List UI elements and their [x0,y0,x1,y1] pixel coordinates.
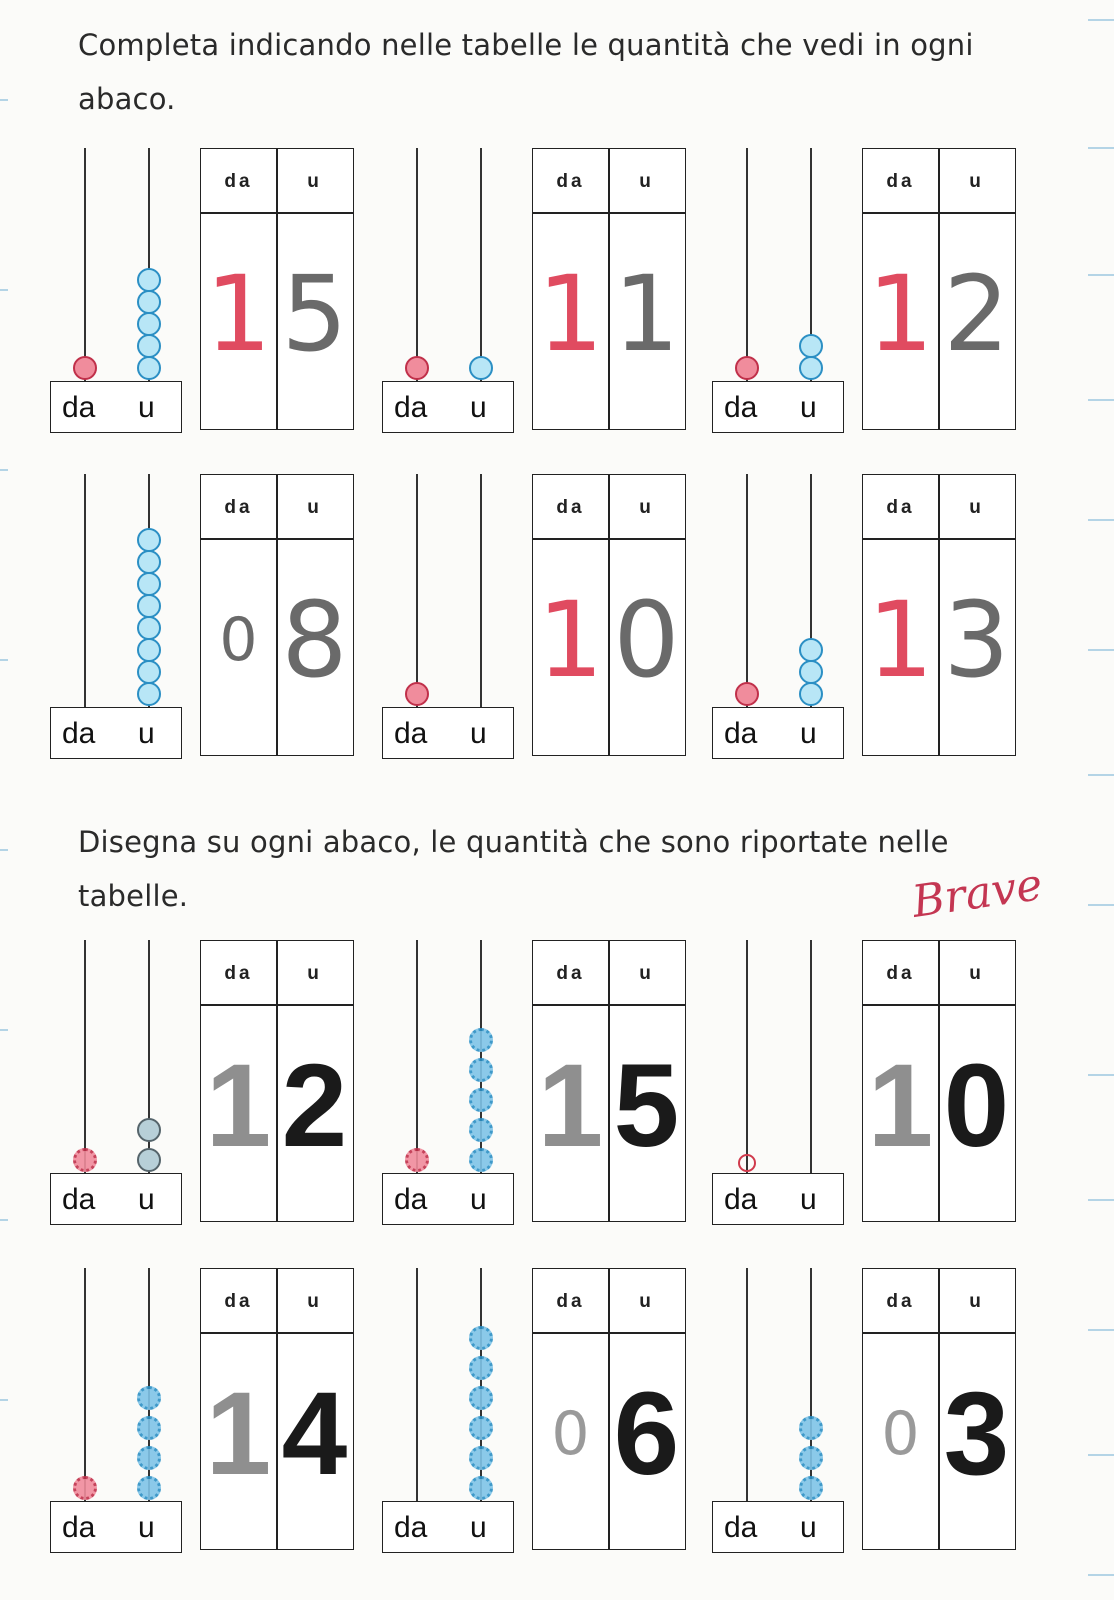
abacus-rod-tens [84,1268,86,1501]
exercise-item [50,148,392,438]
unit-bead [137,312,161,336]
abacus [712,148,846,438]
table-header-units: u [307,171,322,192]
table-header-units: u [639,1291,654,1312]
unit-bead [137,268,161,292]
tens-bead [405,682,429,706]
unit-bead [469,1356,493,1380]
tens-digit[interactable]: 1 [205,1368,272,1500]
unit-bead [137,682,161,706]
tens-digit[interactable]: 1 [205,1040,272,1172]
table-divider-horizontal [533,212,685,214]
tens-digit[interactable]: 0 [219,605,258,675]
units-digit[interactable]: 2 [943,253,1010,375]
abacus [382,1268,516,1558]
abacus [712,1268,846,1558]
abacus-rod-tens [746,940,748,1173]
place-value-table [200,474,354,756]
abacus-rod-tens [416,474,418,707]
table-header-units: u [969,171,984,192]
table-header-units: u [307,963,322,984]
table-header-tens: da [224,171,253,192]
exercise-item [50,474,392,764]
abacus-label-tens: da [62,391,96,424]
table-header-units: u [639,171,654,192]
table-header-tens: da [886,1291,915,1312]
table-divider-horizontal [201,1004,353,1006]
tens-bead [735,682,759,706]
unit-bead [469,1088,493,1112]
abacus-rod-tens [746,148,748,381]
unit-bead [469,1416,493,1440]
unit-bead [799,1446,823,1470]
unit-bead [137,1416,161,1440]
table-divider-horizontal [201,212,353,214]
place-value-table [862,148,1016,430]
place-value-table [532,940,686,1222]
abacus-label-units: u [800,717,817,750]
abacus-label-tens: da [724,391,758,424]
abacus [50,148,184,438]
exercise-item [712,940,1054,1230]
units-digit[interactable]: 8 [281,579,348,701]
place-value-table [200,1268,354,1550]
table-divider-horizontal [863,1332,1015,1334]
exercise-item [382,148,724,438]
table-header-units: u [969,1291,984,1312]
abacus-label-tens: da [394,1183,428,1216]
tens-bead [405,356,429,380]
exercise-item [382,940,724,1230]
tens-digit[interactable]: 0 [551,1399,590,1469]
abacus-rod-tens [416,148,418,381]
unit-bead [137,572,161,596]
abacus-rod-tens [84,940,86,1173]
place-value-table [862,474,1016,756]
table-header-tens: da [556,171,585,192]
table-header-units: u [307,497,322,518]
unit-bead [137,660,161,684]
abacus [50,474,184,764]
table-divider-horizontal [201,1332,353,1334]
unit-bead [799,356,823,380]
abacus-label-units: u [138,717,155,750]
exercise-item [712,474,1054,764]
tens-bead [735,356,759,380]
units-digit[interactable]: 3 [943,579,1010,701]
table-header-tens: da [556,963,585,984]
abacus-label-tens: da [62,1183,96,1216]
unit-bead [137,1118,161,1142]
table-divider-horizontal [863,538,1015,540]
units-digit[interactable]: 0 [613,579,680,701]
exercise-item [712,148,1054,438]
exercise-item [382,1268,724,1558]
abacus-rod-units [480,148,482,381]
abacus-label-tens: da [394,1511,428,1544]
unit-bead [137,528,161,552]
unit-bead [469,1446,493,1470]
abacus-label-tens: da [394,391,428,424]
tens-digit[interactable]: 1 [537,1040,604,1172]
table-header-units: u [969,963,984,984]
abacus [50,940,184,1230]
table-header-units: u [639,497,654,518]
unit-bead [799,1416,823,1440]
place-value-table [532,1268,686,1550]
exercise-item [382,474,724,764]
tens-digit[interactable]: 1 [867,253,934,375]
tens-bead [73,1476,97,1500]
unit-bead [469,1028,493,1052]
unit-bead [137,290,161,314]
abacus-rod-tens [746,1268,748,1501]
unit-bead [137,1476,161,1500]
tens-bead [738,1154,756,1172]
table-header-tens: da [886,963,915,984]
exercise-item [50,1268,392,1558]
abacus-label-tens: da [724,1511,758,1544]
unit-bead [137,1386,161,1410]
unit-bead [469,1476,493,1500]
unit-bead [137,550,161,574]
table-divider-horizontal [863,212,1015,214]
abacus-label-units: u [138,391,155,424]
abacus-label-units: u [800,1183,817,1216]
abacus [382,474,516,764]
unit-bead [137,356,161,380]
exercise-item [712,1268,1054,1558]
table-header-tens: da [224,497,253,518]
table-divider-horizontal [863,1004,1015,1006]
abacus-label-units: u [800,391,817,424]
abacus-rod-units [810,940,812,1173]
abacus-rod-tens [416,940,418,1173]
unit-bead [137,334,161,358]
abacus-label-tens: da [62,717,96,750]
unit-bead [469,1118,493,1142]
abacus [712,940,846,1230]
unit-bead [469,1058,493,1082]
instruction-2: Disegna su ogni abaco, le quantità che sono riportate nelle tabelle. [78,825,949,913]
teacher-signature: Brave [909,859,1046,928]
exercise-item [50,940,392,1230]
table-divider-horizontal [533,1332,685,1334]
tens-bead [405,1148,429,1172]
abacus-label-units: u [138,1183,155,1216]
tens-digit[interactable]: 1 [867,579,934,701]
abacus-label-tens: da [394,717,428,750]
tens-digit[interactable]: 1 [205,253,272,375]
abacus-rod-tens [84,474,86,707]
unit-bead [799,638,823,662]
abacus-label-tens: da [724,1183,758,1216]
unit-bead [799,334,823,358]
abacus [50,1268,184,1558]
table-header-tens: da [886,171,915,192]
unit-bead [799,660,823,684]
tens-bead [73,1148,97,1172]
units-digit[interactable]: 5 [613,1040,680,1172]
units-digit[interactable]: 2 [281,1040,348,1172]
unit-bead [469,1386,493,1410]
unit-bead [799,1476,823,1500]
table-header-tens: da [224,963,253,984]
abacus-rod-units [480,474,482,707]
abacus-label-tens: da [724,717,758,750]
instruction-1: Completa indicando nelle tabelle le quantità che vedi in ogni abaco. [78,28,974,116]
unit-bead [469,1326,493,1350]
unit-bead [137,616,161,640]
place-value-table [862,1268,1016,1550]
abacus-label-units: u [470,717,487,750]
place-value-table [532,148,686,430]
abacus [382,148,516,438]
tens-digit[interactable]: 0 [881,1399,920,1469]
unit-bead [137,1446,161,1470]
place-value-table [862,940,1016,1222]
abacus-label-tens: da [62,1511,96,1544]
table-header-tens: da [556,497,585,518]
table-header-units: u [639,963,654,984]
tens-digit[interactable]: 1 [537,579,604,701]
unit-bead [799,682,823,706]
unit-bead [469,1148,493,1172]
unit-bead [137,594,161,618]
place-value-table [532,474,686,756]
table-header-tens: da [224,1291,253,1312]
abacus-label-units: u [470,1511,487,1544]
table-header-units: u [307,1291,322,1312]
table-divider-horizontal [533,538,685,540]
tens-digit[interactable]: 1 [537,253,604,375]
units-digit[interactable]: 4 [281,1368,348,1500]
place-value-table [200,148,354,430]
table-divider-horizontal [201,538,353,540]
unit-bead [137,1148,161,1172]
units-digit[interactable]: 3 [943,1368,1010,1500]
tens-digit[interactable]: 1 [867,1040,934,1172]
abacus-label-units: u [470,1183,487,1216]
tens-bead [73,356,97,380]
abacus-label-units: u [470,391,487,424]
abacus-label-units: u [138,1511,155,1544]
abacus-label-units: u [800,1511,817,1544]
units-digit[interactable]: 1 [613,253,680,375]
place-value-table [200,940,354,1222]
abacus-rod-tens [416,1268,418,1501]
table-header-units: u [969,497,984,518]
abacus [712,474,846,764]
table-header-tens: da [556,1291,585,1312]
abacus-rod-tens [746,474,748,707]
units-digit[interactable]: 0 [943,1040,1010,1172]
table-header-tens: da [886,497,915,518]
unit-bead [137,638,161,662]
abacus [382,940,516,1230]
abacus-rod-tens [84,148,86,381]
units-digit[interactable]: 5 [281,253,348,375]
table-divider-horizontal [533,1004,685,1006]
units-digit[interactable]: 6 [613,1368,680,1500]
unit-bead [469,356,493,380]
